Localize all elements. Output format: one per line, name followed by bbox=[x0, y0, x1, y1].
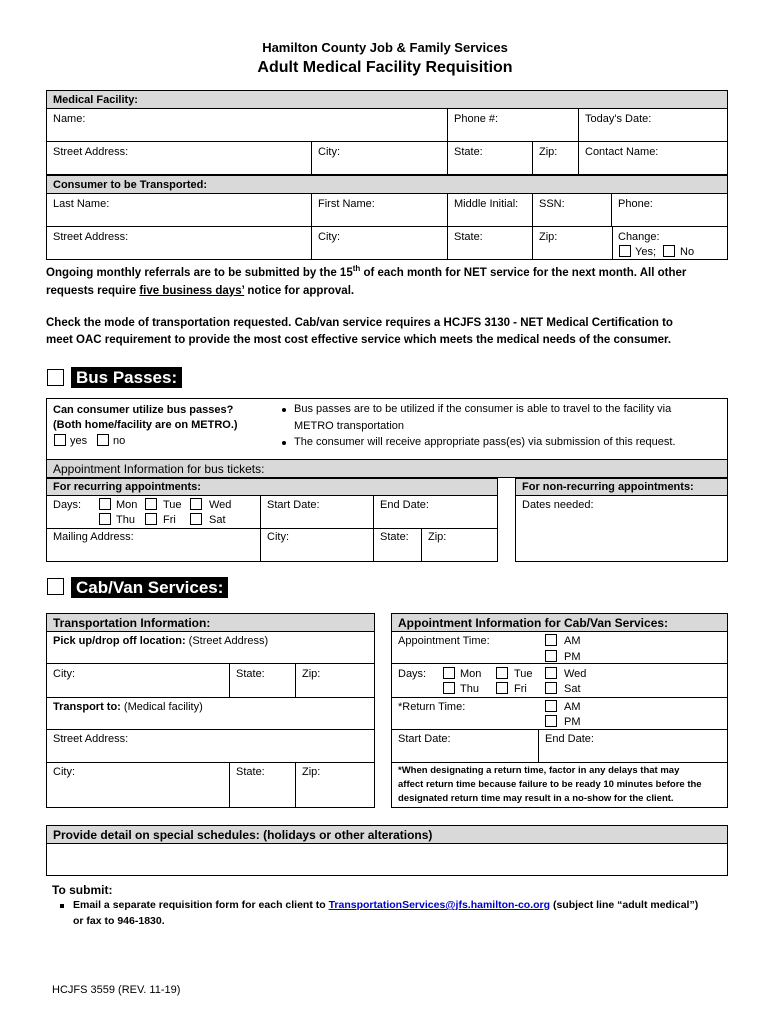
bus-passes-banner: Bus Passes: bbox=[71, 367, 182, 388]
destination-street-field[interactable]: Street Address: bbox=[53, 733, 129, 745]
bus-fri-checkbox[interactable] bbox=[145, 513, 157, 525]
bus-no-label: no bbox=[113, 435, 126, 447]
consumer-city-field[interactable]: City: bbox=[318, 231, 340, 243]
change-no-label: No bbox=[680, 246, 695, 258]
cab-thu-label: Thu bbox=[460, 683, 479, 695]
bus-passes-checkbox[interactable] bbox=[47, 369, 64, 386]
bus-bullet-2-text: The consumer will receive appropriate pass(es) via submission of this request. bbox=[294, 436, 676, 448]
bus-mon-checkbox[interactable] bbox=[99, 498, 111, 510]
change-label: Change: bbox=[618, 231, 660, 243]
return-am-label: AM bbox=[564, 701, 581, 713]
todays-date-field[interactable]: Today's Date: bbox=[585, 113, 652, 125]
bus-sat-label: Sat bbox=[209, 514, 226, 526]
bus-fri-label: Fri bbox=[163, 514, 176, 526]
form-title: Adult Medical Facility Requisition bbox=[257, 59, 513, 76]
agency-name: Hamilton County Job & Family Services bbox=[262, 40, 508, 55]
consumer-zip-field[interactable]: Zip: bbox=[539, 231, 558, 243]
consumer-heading: Consumer to be Transported: bbox=[53, 179, 208, 191]
mode-instruction-line1: Check the mode of transportation requested. Cab/van service requires a HCJFS 3130 - NET Medical Certification to bbox=[46, 317, 673, 329]
bus-no-checkbox[interactable] bbox=[97, 434, 109, 446]
pickup-city-field[interactable]: City: bbox=[53, 668, 75, 680]
cab-thu-checkbox[interactable] bbox=[443, 682, 455, 694]
bus-bullet-2 bbox=[282, 441, 286, 445]
pickup-zip-field[interactable]: Zip: bbox=[302, 668, 321, 680]
special-schedules-heading: Provide detail on special schedules: (holidays or other alterations) bbox=[53, 828, 433, 842]
facility-street-field[interactable]: Street Address: bbox=[53, 146, 129, 158]
cab-mon-label: Mon bbox=[460, 668, 482, 680]
facility-zip-field[interactable]: Zip: bbox=[539, 146, 558, 158]
bus-yes-checkbox[interactable] bbox=[54, 434, 66, 446]
contact-name-field[interactable]: Contact Name: bbox=[585, 146, 659, 158]
facility-name-field[interactable]: Name: bbox=[53, 113, 86, 125]
bus-tue-label: Tue bbox=[163, 499, 182, 511]
transport-table bbox=[46, 631, 375, 808]
bus-thu-checkbox[interactable] bbox=[99, 513, 111, 525]
pickup-state-field[interactable]: State: bbox=[236, 668, 265, 680]
consumer-street-field[interactable]: Street Address: bbox=[53, 231, 129, 243]
return-am-checkbox[interactable] bbox=[545, 700, 557, 712]
cab-fri-checkbox[interactable] bbox=[496, 682, 508, 694]
cab-mon-checkbox[interactable] bbox=[443, 667, 455, 679]
medical-facility-heading-bar bbox=[46, 90, 728, 109]
bus-wed-checkbox[interactable] bbox=[190, 498, 202, 510]
cab-wed-checkbox[interactable] bbox=[545, 667, 557, 679]
bus-days-label: Days: bbox=[53, 499, 82, 511]
appt-am-label: AM bbox=[564, 635, 581, 647]
cab-appt-heading: Appointment Information for Cab/Van Services: bbox=[398, 616, 669, 630]
nonrecurring-heading: For non-recurring appointments: bbox=[522, 481, 694, 493]
cab-fri-label: Fri bbox=[514, 683, 527, 695]
change-yes-checkbox[interactable] bbox=[619, 245, 631, 257]
bus-mon-label: Mon bbox=[116, 499, 138, 511]
submit-line2: or fax to 946-1830. bbox=[73, 915, 165, 927]
bus-wed-label: Wed bbox=[209, 499, 232, 511]
bus-thu-label: Thu bbox=[116, 514, 135, 526]
cab-end-date-field[interactable]: End Date: bbox=[545, 733, 594, 745]
bus-bullet-1-line1: Bus passes are to be utilized if the consumer is able to travel to the facility via bbox=[294, 403, 672, 415]
destination-zip-field[interactable]: Zip: bbox=[302, 766, 321, 778]
facility-city-field[interactable]: City: bbox=[318, 146, 340, 158]
referral-notice-line1: Ongoing monthly referrals are to be submitted by the 15th of each month for NET service for the next month. All other bbox=[46, 264, 687, 279]
destination-state-field[interactable]: State: bbox=[236, 766, 265, 778]
bus-bullet-1-line2: METRO transportation bbox=[294, 420, 405, 432]
facility-state-field[interactable]: State: bbox=[454, 146, 483, 158]
consumer-middle-initial-field[interactable]: Middle Initial: bbox=[454, 198, 519, 210]
cab-days-label: Days: bbox=[398, 668, 427, 680]
submit-bullet bbox=[60, 904, 64, 908]
return-pm-checkbox[interactable] bbox=[545, 715, 557, 727]
mode-instruction-line2: meet OAC requirement to provide the most cost effective service which meets the medical needs of the consumer. bbox=[46, 334, 672, 346]
transport-to-field[interactable]: Transport to: (Medical facility) bbox=[53, 701, 203, 713]
appt-pm-checkbox[interactable] bbox=[545, 650, 557, 662]
recurring-heading: For recurring appointments: bbox=[53, 481, 201, 493]
change-yes-label: Yes; bbox=[635, 246, 657, 258]
appointment-time-label: Appointment Time: bbox=[398, 635, 490, 647]
destination-city-field[interactable]: City: bbox=[53, 766, 75, 778]
cab-start-date-field[interactable]: Start Date: bbox=[398, 733, 451, 745]
bus-tue-checkbox[interactable] bbox=[145, 498, 157, 510]
submit-line1: Email a separate requisition form for each client to TransportationServices@jfs.hamilton-co.org (subject line “adult medical”) bbox=[73, 899, 699, 911]
transport-heading: Transportation Information: bbox=[53, 616, 211, 630]
return-note-line1: *When designating a return time, factor in any delays that may bbox=[398, 765, 680, 776]
cab-sat-checkbox[interactable] bbox=[545, 682, 557, 694]
return-pm-label: PM bbox=[564, 716, 581, 728]
cab-wed-label: Wed bbox=[564, 668, 587, 680]
consumer-last-name-field[interactable]: Last Name: bbox=[53, 198, 110, 210]
dates-needed-label: Dates needed: bbox=[522, 499, 594, 511]
return-time-label: *Return Time: bbox=[398, 701, 466, 713]
return-note-line3: designated return time may result in a no-show for the client. bbox=[398, 793, 674, 804]
bus-state-field[interactable]: State: bbox=[380, 531, 409, 543]
referral-notice-line2: requests require five business days’ notice for approval. bbox=[46, 285, 355, 297]
change-no-checkbox[interactable] bbox=[663, 245, 675, 257]
cab-van-checkbox[interactable] bbox=[47, 578, 64, 595]
cab-tue-checkbox[interactable] bbox=[496, 667, 508, 679]
submit-heading: To submit: bbox=[52, 883, 113, 897]
consumer-phone-field[interactable]: Phone: bbox=[618, 198, 653, 210]
mailing-address-field[interactable]: Mailing Address: bbox=[53, 531, 134, 543]
bus-appt-heading: Appointment Information for bus tickets: bbox=[53, 462, 265, 476]
bus-zip-field[interactable]: Zip: bbox=[428, 531, 447, 543]
consumer-ssn-field[interactable]: SSN: bbox=[539, 198, 565, 210]
appt-am-checkbox[interactable] bbox=[545, 634, 557, 646]
form-id-footer: HCJFS 3559 (REV. 11-19) bbox=[52, 984, 181, 996]
email-link[interactable]: TransportationServices@jfs.hamilton-co.org bbox=[328, 899, 551, 911]
consumer-first-name-field[interactable]: First Name: bbox=[318, 198, 375, 210]
medical-facility-heading: Medical Facility: bbox=[53, 94, 138, 106]
appt-pm-label: PM bbox=[564, 651, 581, 663]
bus-yes-label: yes bbox=[70, 435, 88, 447]
consumer-state-field[interactable]: State: bbox=[454, 231, 483, 243]
bus-end-date-field[interactable]: End Date: bbox=[380, 499, 429, 511]
pickup-location-field[interactable]: Pick up/drop off location: (Street Address) bbox=[53, 635, 269, 647]
bus-question-line1: Can consumer utilize bus passes? bbox=[53, 404, 234, 416]
bus-city-field[interactable]: City: bbox=[267, 531, 289, 543]
bus-bullet-1 bbox=[282, 408, 286, 412]
bus-start-date-field[interactable]: Start Date: bbox=[267, 499, 320, 511]
return-note-line2: affect return time because failure to be ready 10 minutes before the bbox=[398, 779, 702, 790]
cab-sat-label: Sat bbox=[564, 683, 581, 695]
special-schedules-field[interactable] bbox=[46, 843, 728, 876]
facility-phone-field[interactable]: Phone #: bbox=[454, 113, 499, 125]
bus-sat-checkbox[interactable] bbox=[190, 513, 202, 525]
bus-question-line2: (Both home/facility are on METRO.) bbox=[53, 419, 238, 431]
cab-van-banner: Cab/Van Services: bbox=[71, 577, 228, 598]
cab-tue-label: Tue bbox=[514, 668, 533, 680]
